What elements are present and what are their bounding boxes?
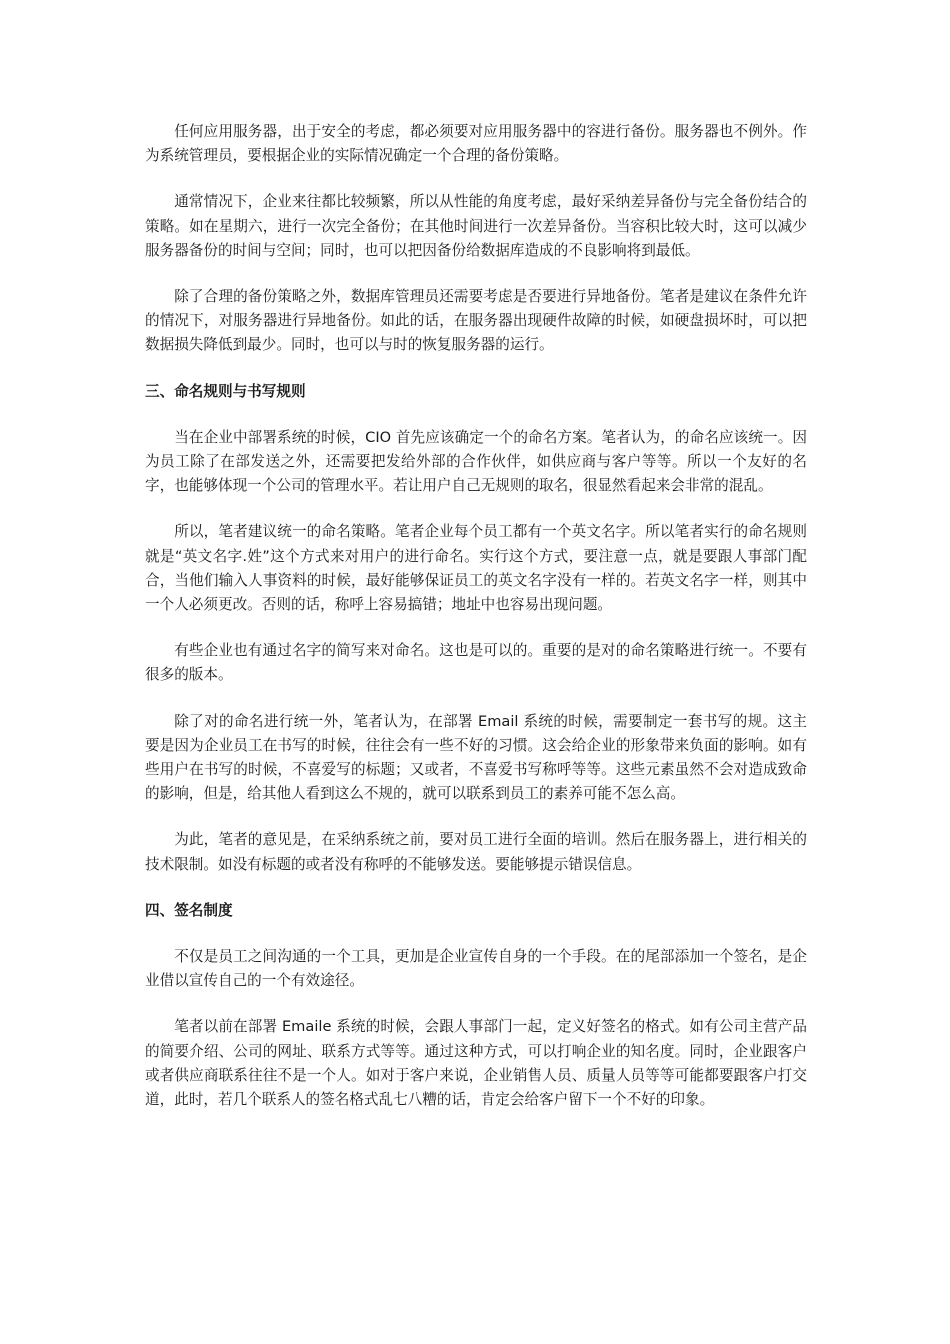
document-body — [145, 120, 807, 1134]
paragraph-signature-purpose: 不仅是员工之间沟通的一个工具，更加是企业宣传自身的一个手段。在的尾部添加一个签名，是企业借以宣传自己的一个有效途径。 — [145, 948, 807, 990]
paragraph-writing-rules: 除了对的命名进行统一外，笔者认为，在部署 Email 系统的时候，需要制定一套书写的规。这主要是因为企业员工在书写的时候，往往会有一些不好的习惯。这会给企业的形象带来负面的影响。如有些用户在书写的时候，不喜爱写的标题；又或者，不喜爱书写称呼等等。这些元素虽然不会对造成致命的影响，但是，给其他人看到这么不规的，就可以联系到员工的素养可能不怎么高。 — [145, 712, 807, 803]
section-heading-signature: 四、签名制度 — [145, 901, 233, 919]
paragraph-abbreviated-names: 有些企业也有通过名字的简写来对命名。这也是可以的。重要的是对的命名策略进行统一。不要有很多的版本。 — [145, 642, 807, 684]
section-heading-naming-rules: 三、命名规则与书写规则 — [145, 382, 306, 400]
paragraph-signature-format: 笔者以前在部署 Emaile 系统的时候，会跟人事部门一起，定义好签名的格式。如有公司主营产品的简要介绍、公司的网址、联系方式等等。通过这种方式，可以打响企业的知名度。同时，企业跟客户或者供应商联系往往不是一个人。如对于客户来说，企业销售人员、质量人员等等可能都要跟客户打交道，此时，若几个联系人的签名格式乱七八糟的话，肯定会给客户留下一个不好的印象。 — [145, 1018, 807, 1109]
paragraph-offsite-backup: 除了合理的备份策略之外，数据库管理员还需要考虑是否要进行异地备份。笔者是建议在条件允许的情况下，对服务器进行异地备份。如此的话，在服务器出现硬件故障的时候，如硬盘损坏时，可以把数据损失降低到最少。同时，也可以与时的恢复服务器的运行。 — [145, 288, 807, 354]
paragraph-backup-strategy: 通常情况下，企业来往都比较频繁，所以从性能的角度考虑，最好采纳差异备份与完全备份结合的策略。如在星期六，进行一次完全备份；在其他时间进行一次差异备份。当容积比较大时，这可以减少服务器备份的时间与空间；同时，也可以把因备份给数据库造成的不良影响将到最低。 — [145, 193, 807, 259]
paragraph-backup-intro: 任何应用服务器，出于安全的考虑，都必须要对应用服务器中的容进行备份。服务器也不例外。作为系统管理员，要根据企业的实际情况确定一个合理的备份策略。 — [145, 123, 807, 165]
paragraph-naming-scheme: 当在企业中部署系统的时候，CIO 首先应该确定一个的命名方案。笔者认为，的命名应该统一。因为员工除了在部发送之外，还需要把发给外部的合作伙伴，如供应商与客户等等。所以一个友好的名字，也能够体现一个公司的管理水平。若让用户自己无规则的取名，很显然看起来会非常的混乱。 — [145, 428, 807, 495]
paragraph-training: 为此，笔者的意见是，在采纳系统之前，要对员工进行全面的培训。然后在服务器上，进行相关的技术限制。如没有标题的或者没有称呼的不能够发送。要能够提示错误信息。 — [145, 831, 807, 873]
paragraph-naming-policy: 所以，笔者建议统一的命名策略。笔者企业每个员工都有一个英文名字。所以笔者实行的命名规则就是“英文名字.姓”这个方式来对用户的进行命名。实行这个方式，要注意一点，就是要跟人事部门配合，当他们输入人事资料的时候，最好能够保证员工的英文名字没有一样的。若英文名字一样，则其中一个人必须更改。否则的话，称呼上容易搞错；地址中也容易出现问题。 — [145, 523, 807, 614]
